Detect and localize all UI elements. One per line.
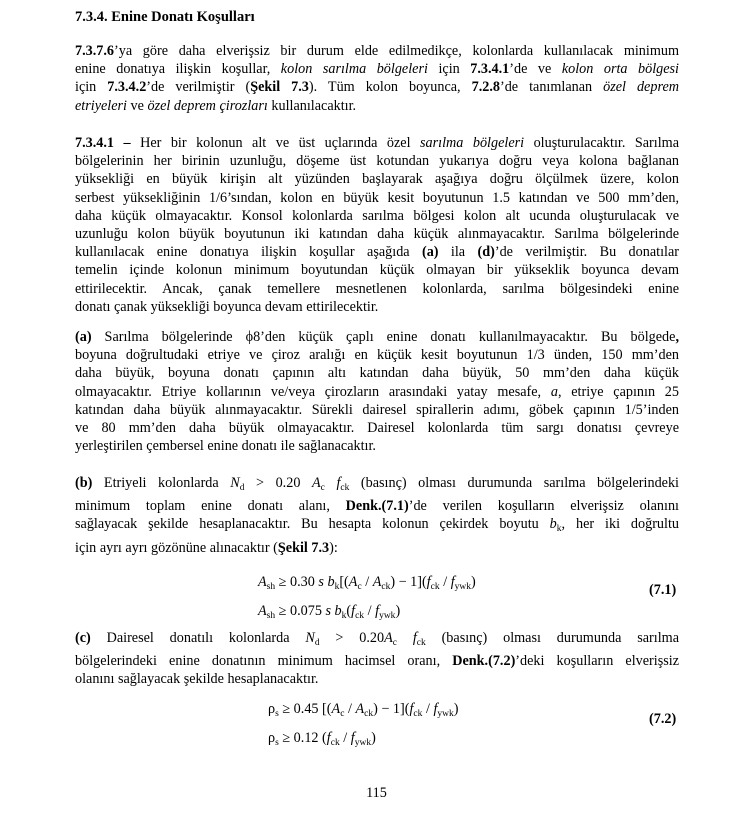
text-run: A — [258, 574, 267, 590]
text-line — [75, 515, 679, 538]
text-run: s — [275, 738, 279, 748]
text-run: 7.3.4.1 — [470, 61, 510, 78]
text-run: için — [427, 61, 471, 78]
section-heading: 7.3.4. Enine Donatı Koşulları — [75, 9, 255, 25]
text-line — [75, 364, 679, 382]
text-run: c — [340, 709, 345, 719]
item-c-paragraph — [75, 629, 679, 689]
text-run: ck — [381, 582, 391, 592]
equation-7-2 — [268, 697, 459, 755]
text-run: f — [351, 603, 356, 619]
text-run: ) — [453, 701, 459, 717]
equation-number-7-2: (7.2) — [649, 711, 677, 727]
text-run: s b — [318, 574, 335, 590]
text-run: donatı çanak yüksekliği boyunca devam ettirilecektir. — [75, 298, 379, 315]
text-run: ywk — [437, 709, 454, 719]
text-run: N — [230, 475, 240, 491]
text-run: > 0.20 — [244, 475, 312, 491]
text-run: özel deprem çirozları — [147, 97, 268, 114]
text-run: ywk — [354, 738, 372, 748]
text-run: ) — [471, 574, 476, 590]
text-run: ck — [430, 582, 440, 592]
text-run: / — [344, 701, 356, 717]
text-run: [( — [339, 574, 349, 590]
text-run: 7.2.8 — [471, 79, 500, 96]
text-run: ywk — [454, 582, 472, 592]
text-run: Etriyeli kolonlarda — [92, 475, 231, 491]
text-run: sh — [266, 582, 276, 592]
text-run: ck — [416, 638, 426, 648]
text-run: / — [361, 574, 373, 590]
text-run: olanını sağlayacak şekilde hesaplanacaktır. — [75, 671, 319, 688]
text-line — [268, 697, 459, 726]
text-run: ettirilecektir. Ancak, çanak temellere mesnetlenen kolonlarda, sarılma bölgesindeki enine — [75, 280, 679, 297]
text-run: k — [556, 524, 562, 535]
text-run: , her iki doğrultu — [561, 516, 680, 533]
text-run: Her bir kolonun alt ve üst uçlarında özel — [130, 135, 421, 151]
text-line — [75, 42, 679, 60]
text-line — [75, 170, 679, 188]
text-run: / — [439, 574, 451, 590]
text-run: ) − 1]( — [390, 574, 427, 590]
text-run: için ayrı ayrı gözönüne alınacaktır ( — [75, 539, 278, 556]
text-line — [75, 97, 679, 115]
text-run: A — [355, 701, 365, 717]
text-line — [75, 261, 679, 279]
text-run: uzunluğu kolon büyük boyutunun iki katından daha küçük alınmayacaktır. Sarılma bölgelerinde — [75, 226, 679, 243]
text-line — [75, 437, 679, 455]
text-run: kolon orta bölgesi — [561, 61, 679, 78]
text-run: ρ — [268, 730, 276, 746]
text-run: daha büyük, boyuna donatı çapının altı katından daha büyük, 50 mm’den daha küçük — [75, 365, 679, 382]
text-run: ’de tanımlanan — [499, 79, 604, 96]
text-run: k — [334, 582, 340, 592]
text-run: daha küçük olmayacaktır. Konsol kolonlarda sarılma bölgesi kolon alt ucunda oluşturulacak ve — [75, 207, 679, 224]
text-line — [258, 599, 476, 628]
text-run: kullanılacaktır. — [267, 97, 357, 114]
text-run: Denk.(7.2) — [452, 653, 516, 670]
text-run: ρ — [268, 701, 276, 717]
equation-7-1 — [258, 570, 476, 628]
text-run: A — [331, 701, 341, 717]
text-run: enine donatıya ilişkin koşullar, — [75, 61, 281, 78]
text-run: k — [341, 611, 347, 621]
text-run — [397, 630, 413, 646]
text-run: Sarılma bölgelerinde ϕ8’den küçük çaplı enine donatı kullanılmayacaktır. Bu bölgede — [91, 329, 676, 345]
text-run: / — [339, 730, 351, 746]
text-run: ve 80 mm’den daha büyük olmayacaktır. Dairesel kolonlarda tüm sargı donatısı çevreye — [75, 420, 679, 437]
text-run: ≥ 0.12 ( — [278, 730, 327, 746]
text-run: ve — [127, 97, 148, 114]
text-run: 7.3.7.6 — [75, 43, 115, 59]
intro-paragraph — [75, 42, 679, 115]
text-run: Şekil 7.3 — [250, 79, 309, 96]
text-run: ck — [340, 483, 350, 493]
text-run: > 0.20 — [319, 630, 385, 646]
text-line — [75, 328, 679, 346]
text-line — [75, 225, 679, 243]
text-line — [75, 670, 679, 688]
text-run: bölgelerindeki enine donatının minimum hacimsel oranı, — [75, 653, 453, 670]
text-run: olmayacaktır. Etriye kollarının ve/veya çirozların arasındaki yatay mesafe, — [75, 383, 551, 400]
text-run: boyuna doğrultudaki etriye ve çiroz aralığı en küçük kesit boyutunun 1/3 ünden, 150 mm’den — [75, 347, 679, 364]
text-run: f — [326, 730, 331, 746]
text-run: Dairesel donatılı kolonlarda — [90, 630, 306, 646]
text-line — [268, 726, 459, 755]
text-run: , etriye çapının 25 — [557, 383, 679, 400]
text-line — [75, 298, 679, 316]
text-run: kullanılacak enine donatıya ilişkin koşullar aşağıda — [75, 244, 422, 261]
text-run: ≥ 0.075 — [275, 603, 326, 619]
text-run: f — [450, 574, 455, 590]
text-run: A — [311, 475, 321, 491]
text-run: ) − 1]( — [373, 701, 410, 717]
text-run: ck — [364, 709, 374, 719]
text-run: / — [422, 701, 434, 717]
text-line — [75, 497, 679, 515]
text-run: ’de ve — [509, 61, 562, 78]
text-run — [325, 475, 337, 491]
text-run: 7.3.4.1 – — [75, 135, 131, 151]
text-line — [75, 629, 679, 652]
text-run: f — [375, 603, 380, 619]
text-run: (c) — [75, 630, 91, 646]
paragraph-7-3-4-1 — [75, 134, 679, 316]
text-run: ’de verilmiştir. Bu donatılar — [494, 244, 679, 261]
text-line — [75, 383, 679, 401]
text-line — [75, 243, 679, 261]
text-run: d — [239, 483, 245, 493]
text-line — [75, 60, 679, 78]
text-run: serbest yüksekliğinin 1/6’sından, kolon en büyük kesit boyutunun 1.5 katından ve 500 mm’den, — [75, 189, 679, 206]
text-run: , — [675, 329, 679, 345]
equation-number-7-1: (7.1) — [649, 582, 677, 598]
text-run: s — [275, 709, 279, 719]
text-run: ck — [413, 709, 423, 719]
text-run: özel deprem — [603, 79, 679, 96]
text-run: katından daha büyük alınmayacaktır. Sürekli dairesel spirallerin adımı, göbek çapının 1/5’inden — [75, 401, 679, 418]
text-run: yerleştirilen çembersel enine donatı ile sağlanacaktır. — [75, 438, 376, 455]
text-run: ila — [438, 244, 478, 261]
text-line — [75, 539, 679, 557]
text-run: temelin içinde kolonun minimum boyutundan küçük olmayan bir yükseklik boyunca devam — [75, 262, 679, 279]
text-run: kolon sarılma bölgeleri — [280, 61, 428, 78]
text-line — [75, 134, 679, 152]
text-run: f — [412, 630, 417, 646]
text-run: ): — [329, 539, 338, 556]
text-run: ) — [395, 603, 401, 619]
text-run: 7.3.4.2 — [107, 79, 147, 96]
text-run: ’ya göre daha elverişsiz bir durum elde edilmedikçe, kolonlarda kullanılacak minimum — [114, 43, 679, 59]
text-run: oluşturulacaktır. Sarılma — [524, 135, 679, 151]
text-run: b — [549, 516, 557, 533]
text-line — [75, 189, 679, 207]
text-line — [75, 652, 679, 670]
text-run: A — [258, 603, 267, 619]
text-run: ck — [355, 611, 365, 621]
text-run: sh — [266, 611, 276, 621]
text-run: Denk.(7.1) — [345, 498, 409, 515]
text-run: (a) — [421, 244, 439, 261]
text-run: (b) — [75, 475, 93, 491]
text-run: f — [350, 730, 355, 746]
text-run: N — [305, 630, 315, 646]
text-line — [75, 419, 679, 437]
text-run: ’de verilen koşulların elverişsiz olanını — [408, 498, 679, 515]
text-line — [75, 152, 679, 170]
text-run: sağlayacak şekilde hesaplanacaktır. Bu hesapta kolonun çekirdek boyutu — [75, 516, 550, 533]
text-run: (basınç) olması durumunda sarılma bölgelerindeki — [349, 475, 679, 491]
text-run: ck — [330, 738, 340, 748]
text-run: f — [426, 574, 431, 590]
text-run: minimum toplam enine donatı alanı, — [75, 498, 346, 515]
page-number: 115 — [366, 785, 387, 801]
text-run: etriyeleri — [75, 97, 127, 114]
text-run: (a) — [75, 329, 92, 345]
text-line — [75, 474, 679, 497]
text-run: (d) — [477, 244, 495, 261]
item-a-paragraph — [75, 328, 679, 455]
text-run: f — [433, 701, 438, 717]
text-run: ( — [346, 603, 352, 619]
text-run: s b — [325, 603, 342, 619]
text-run: c — [357, 582, 362, 592]
text-run: f — [336, 475, 341, 491]
text-run: ). Tüm kolon boyunca, — [308, 79, 472, 96]
text-line — [258, 570, 476, 599]
text-run: f — [409, 701, 414, 717]
text-line — [75, 78, 679, 96]
text-run: A — [372, 574, 382, 590]
text-line — [75, 280, 679, 298]
text-run: için — [75, 79, 108, 96]
text-run: ’deki koşulların elverişsiz — [515, 653, 679, 670]
text-run: c — [392, 638, 397, 648]
text-run: bölgelerinin her birinin uzunluğu, döşeme üst kotundan yukarıya doğru veya kolona bağlanan — [75, 153, 679, 170]
text-run: (basınç) olması durumunda sarılma — [425, 630, 679, 646]
text-run: A — [384, 630, 393, 646]
text-run: ’de verilmiştir ( — [146, 79, 251, 96]
text-run: ≥ 0.30 — [275, 574, 319, 590]
text-run: Şekil 7.3 — [277, 539, 330, 556]
text-line — [75, 401, 679, 419]
text-run: ywk — [379, 611, 396, 621]
text-run: d — [314, 638, 320, 648]
text-run: yüksekliği en büyük kirişin alt yüzünden başlayarak aşağıya doğru ölçülmek üzere, kolon — [75, 171, 679, 188]
text-run: a — [550, 383, 558, 400]
text-run: sarılma bölgeleri — [420, 135, 525, 151]
text-run: A — [348, 574, 358, 590]
text-line — [75, 207, 679, 225]
text-run: / — [364, 603, 376, 619]
text-line — [75, 346, 679, 364]
item-b-paragraph — [75, 474, 679, 557]
text-run: ≥ 0.45 [( — [278, 701, 332, 717]
text-run: ) — [371, 730, 376, 746]
text-run: c — [320, 483, 325, 493]
